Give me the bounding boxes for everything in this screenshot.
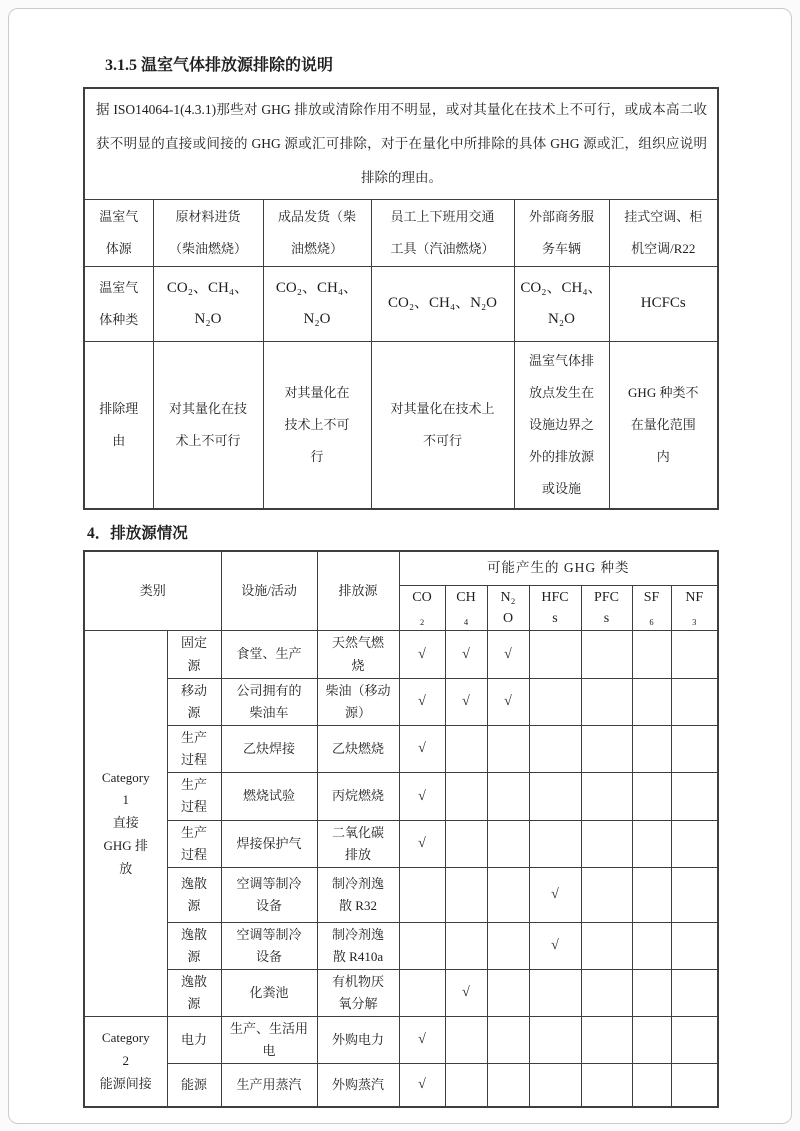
ghg-check-cell (671, 820, 718, 867)
ghg-check-cell: √ (445, 631, 487, 679)
ghg-check-cell: √ (487, 679, 529, 726)
ghg-check-cell (671, 922, 718, 969)
ghg-check-cell (632, 1064, 671, 1107)
ghg-check-cell (581, 1017, 632, 1064)
emission-source-cell: 外购蒸汽 (317, 1064, 399, 1107)
ghg-check-cell: √ (529, 922, 581, 969)
ghg-check-cell: √ (399, 773, 445, 820)
exclusion-reason-cell: 对其量化在技术上 不可行 (371, 342, 514, 509)
ghg-check-cell (581, 969, 632, 1016)
table-row (84, 631, 718, 679)
ghg-check-cell: √ (399, 631, 445, 679)
ghg-check-cell (529, 679, 581, 726)
ghg-check-cell: √ (399, 820, 445, 867)
row-label-cell: 排除理 由 (84, 342, 153, 509)
table-row (84, 773, 718, 820)
ghg-check-cell: √ (529, 867, 581, 922)
facility-cell: 生产用蒸汽 (221, 1064, 317, 1107)
gas-header-nf3: NF ₃ (671, 586, 718, 631)
table-row (84, 922, 718, 969)
ghg-check-cell (445, 726, 487, 773)
ghg-check-cell (529, 1017, 581, 1064)
ghg-check-cell (487, 820, 529, 867)
ghg-check-cell (487, 773, 529, 820)
emission-source-cell: 柴油（移动 源） (317, 679, 399, 726)
ghg-check-cell (399, 969, 445, 1016)
ghg-source-cell: 原材料进货 （柴油燃烧） (153, 200, 263, 267)
emission-source-cell: 有机物厌 氧分解 (317, 969, 399, 1016)
ghg-source-cell: 成品发货（柴 油燃烧） (263, 200, 371, 267)
document-content (83, 0, 719, 1108)
emission-source-table (83, 550, 719, 1108)
exclusion-reason-cell: GHG 种类不 在量化范围 内 (609, 342, 718, 509)
row-label-cell: 温室气 体源 (84, 200, 153, 267)
facility-cell: 空调等制冷 设备 (221, 867, 317, 922)
exclusion-reason-row (84, 342, 718, 509)
ghg-check-cell (487, 726, 529, 773)
ghg-check-cell: √ (399, 1064, 445, 1107)
gas-header-ch4: CH ₄ (445, 586, 487, 631)
facility-cell: 生产、生活用 电 (221, 1017, 317, 1064)
source-type-cell: 生产 过程 (167, 726, 221, 773)
ghg-check-cell: √ (445, 969, 487, 1016)
facility-header-cell: 设施/活动 (221, 551, 317, 631)
ghg-check-cell (671, 679, 718, 726)
table-row (84, 1017, 718, 1064)
exclusion-table (83, 87, 719, 510)
source-type-cell: 生产 过程 (167, 773, 221, 820)
table-row (84, 969, 718, 1016)
ghg-check-cell (581, 726, 632, 773)
ghg-check-cell (671, 1064, 718, 1107)
emission-source-cell: 制冷剂逸 散 R410a (317, 922, 399, 969)
ghg-check-cell (487, 922, 529, 969)
ghg-check-cell (632, 820, 671, 867)
ghg-check-cell (632, 922, 671, 969)
ghg-species-cell: CO₂、CH₄、N₂O (371, 267, 514, 342)
source-type-cell: 生产 过程 (167, 820, 221, 867)
facility-cell: 焊接保护气 (221, 820, 317, 867)
category-1-cell: Category 1 直接 GHG 排 放 (84, 631, 167, 1017)
source-type-cell: 固定 源 (167, 631, 221, 679)
exclusion-reason-cell: 对其量化在技 术上不可行 (153, 342, 263, 509)
ghg-check-cell (399, 922, 445, 969)
ghg-check-cell (581, 820, 632, 867)
ghg-check-cell (445, 1017, 487, 1064)
ghg-check-cell (632, 969, 671, 1016)
source-type-cell: 能源 (167, 1064, 221, 1107)
ghg-check-cell (671, 867, 718, 922)
table-row (84, 726, 718, 773)
ghg-species-cell: CO₂、CH₄、 N₂O (263, 267, 371, 342)
facility-cell: 空调等制冷 设备 (221, 922, 317, 969)
ghg-check-cell (445, 773, 487, 820)
facility-cell: 公司拥有的 柴油车 (221, 679, 317, 726)
facility-cell: 乙炔焊接 (221, 726, 317, 773)
category-2-cell: Category 2 能源间接 (84, 1017, 167, 1107)
exclusion-intro-text: 据 ISO14064-1(4.3.1)那些对 GHG 排放或清除作用不明显，或对其量化在技术上不可行，或成本高二收获不明显的直接或间接的 GHG 源或汇可排除，对于在量化中所排除的具体 GHG 源或汇，组织应说明排除的理由。 (84, 88, 718, 200)
ghg-check-cell (445, 820, 487, 867)
ghg-check-cell: √ (445, 679, 487, 726)
facility-cell: 化粪池 (221, 969, 317, 1016)
emission-source-cell: 外购电力 (317, 1017, 399, 1064)
exclusion-species-row (84, 267, 718, 342)
ghg-check-cell (529, 1064, 581, 1107)
ghg-check-cell (487, 867, 529, 922)
exclusion-intro-row (84, 88, 718, 200)
ghg-check-cell (581, 922, 632, 969)
ghg-check-cell: √ (399, 679, 445, 726)
ghg-check-cell (529, 820, 581, 867)
ghg-check-cell (445, 1064, 487, 1107)
source-type-cell: 逸散 源 (167, 969, 221, 1016)
ghg-source-cell: 外部商务服 务车辆 (514, 200, 609, 267)
gas-header-sf6: SF ₆ (632, 586, 671, 631)
ghg-check-cell (487, 1064, 529, 1107)
ghg-check-cell (529, 726, 581, 773)
gas-header-pfcs: PFC s (581, 586, 632, 631)
ghg-check-cell (399, 867, 445, 922)
ghg-species-cell: CO₂、CH₄、 N₂O (153, 267, 263, 342)
ghg-check-cell (529, 969, 581, 1016)
ghg-check-cell (632, 726, 671, 773)
ghg-check-cell: √ (487, 631, 529, 679)
ghg-check-cell (671, 1017, 718, 1064)
gas-header-hfcs: HFC s (529, 586, 581, 631)
ghg-source-cell: 员工上下班用交通 工具（汽油燃烧） (371, 200, 514, 267)
ghg-check-cell (581, 773, 632, 820)
facility-cell: 食堂、生产 (221, 631, 317, 679)
section-heading-4: 4．排放源情况 (87, 524, 188, 542)
gas-header-co2: CO ₂ (399, 586, 445, 631)
ghg-species-cell: CO₂、CH₄、 N₂O (514, 267, 609, 342)
table-row (84, 679, 718, 726)
ghg-check-cell (445, 922, 487, 969)
ghg-types-header-cell: 可能产生的 GHG 种类 (399, 551, 718, 586)
ghg-check-cell: √ (399, 1017, 445, 1064)
ghg-check-cell (632, 679, 671, 726)
ghg-check-cell (671, 726, 718, 773)
ghg-check-cell (632, 867, 671, 922)
ghg-check-cell (581, 679, 632, 726)
table-row (84, 1064, 718, 1107)
emission-source-cell: 丙烷燃烧 (317, 773, 399, 820)
ghg-check-cell (671, 773, 718, 820)
ghg-source-cell: 挂式空调、柜 机空调/R22 (609, 200, 718, 267)
ghg-check-cell (581, 631, 632, 679)
row-label-cell: 温室气 体种类 (84, 267, 153, 342)
ghg-check-cell (487, 969, 529, 1016)
source-type-cell: 电力 (167, 1017, 221, 1064)
source-type-cell: 逸散 源 (167, 922, 221, 969)
ghg-check-cell: √ (399, 726, 445, 773)
emission-source-cell: 制冷剂逸 散 R32 (317, 867, 399, 922)
source-type-cell: 移动 源 (167, 679, 221, 726)
ghg-check-cell (632, 773, 671, 820)
ghg-check-cell (487, 1017, 529, 1064)
category-header-cell: 类别 (84, 551, 221, 631)
ghg-check-cell (581, 1064, 632, 1107)
emission-source-cell: 天然气燃 烧 (317, 631, 399, 679)
ghg-check-cell (445, 867, 487, 922)
table-row (84, 867, 718, 922)
gas-header-n2o: N₂ O (487, 586, 529, 631)
emission-source-cell: 乙炔燃烧 (317, 726, 399, 773)
ghg-check-cell (581, 867, 632, 922)
ghg-check-cell (632, 631, 671, 679)
source-type-cell: 逸散 源 (167, 867, 221, 922)
section-heading-351: 3.1.5 温室气体排放源排除的说明 (105, 57, 334, 74)
ghg-check-cell (632, 1017, 671, 1064)
facility-cell: 燃烧试验 (221, 773, 317, 820)
exclusion-reason-cell: 温室气体排 放点发生在 设施边界之 外的排放源 或设施 (514, 342, 609, 509)
ghg-check-cell (671, 969, 718, 1016)
table-row (84, 820, 718, 867)
ghg-species-cell: HCFCs (609, 267, 718, 342)
emission-header-row-1 (84, 551, 718, 586)
ghg-check-cell (671, 631, 718, 679)
ghg-check-cell (529, 773, 581, 820)
emission-source-cell: 二氧化碳 排放 (317, 820, 399, 867)
exclusion-source-row (84, 200, 718, 267)
exclusion-reason-cell: 对其量化在 技术上不可 行 (263, 342, 371, 509)
source-header-cell: 排放源 (317, 551, 399, 631)
ghg-check-cell (529, 631, 581, 679)
